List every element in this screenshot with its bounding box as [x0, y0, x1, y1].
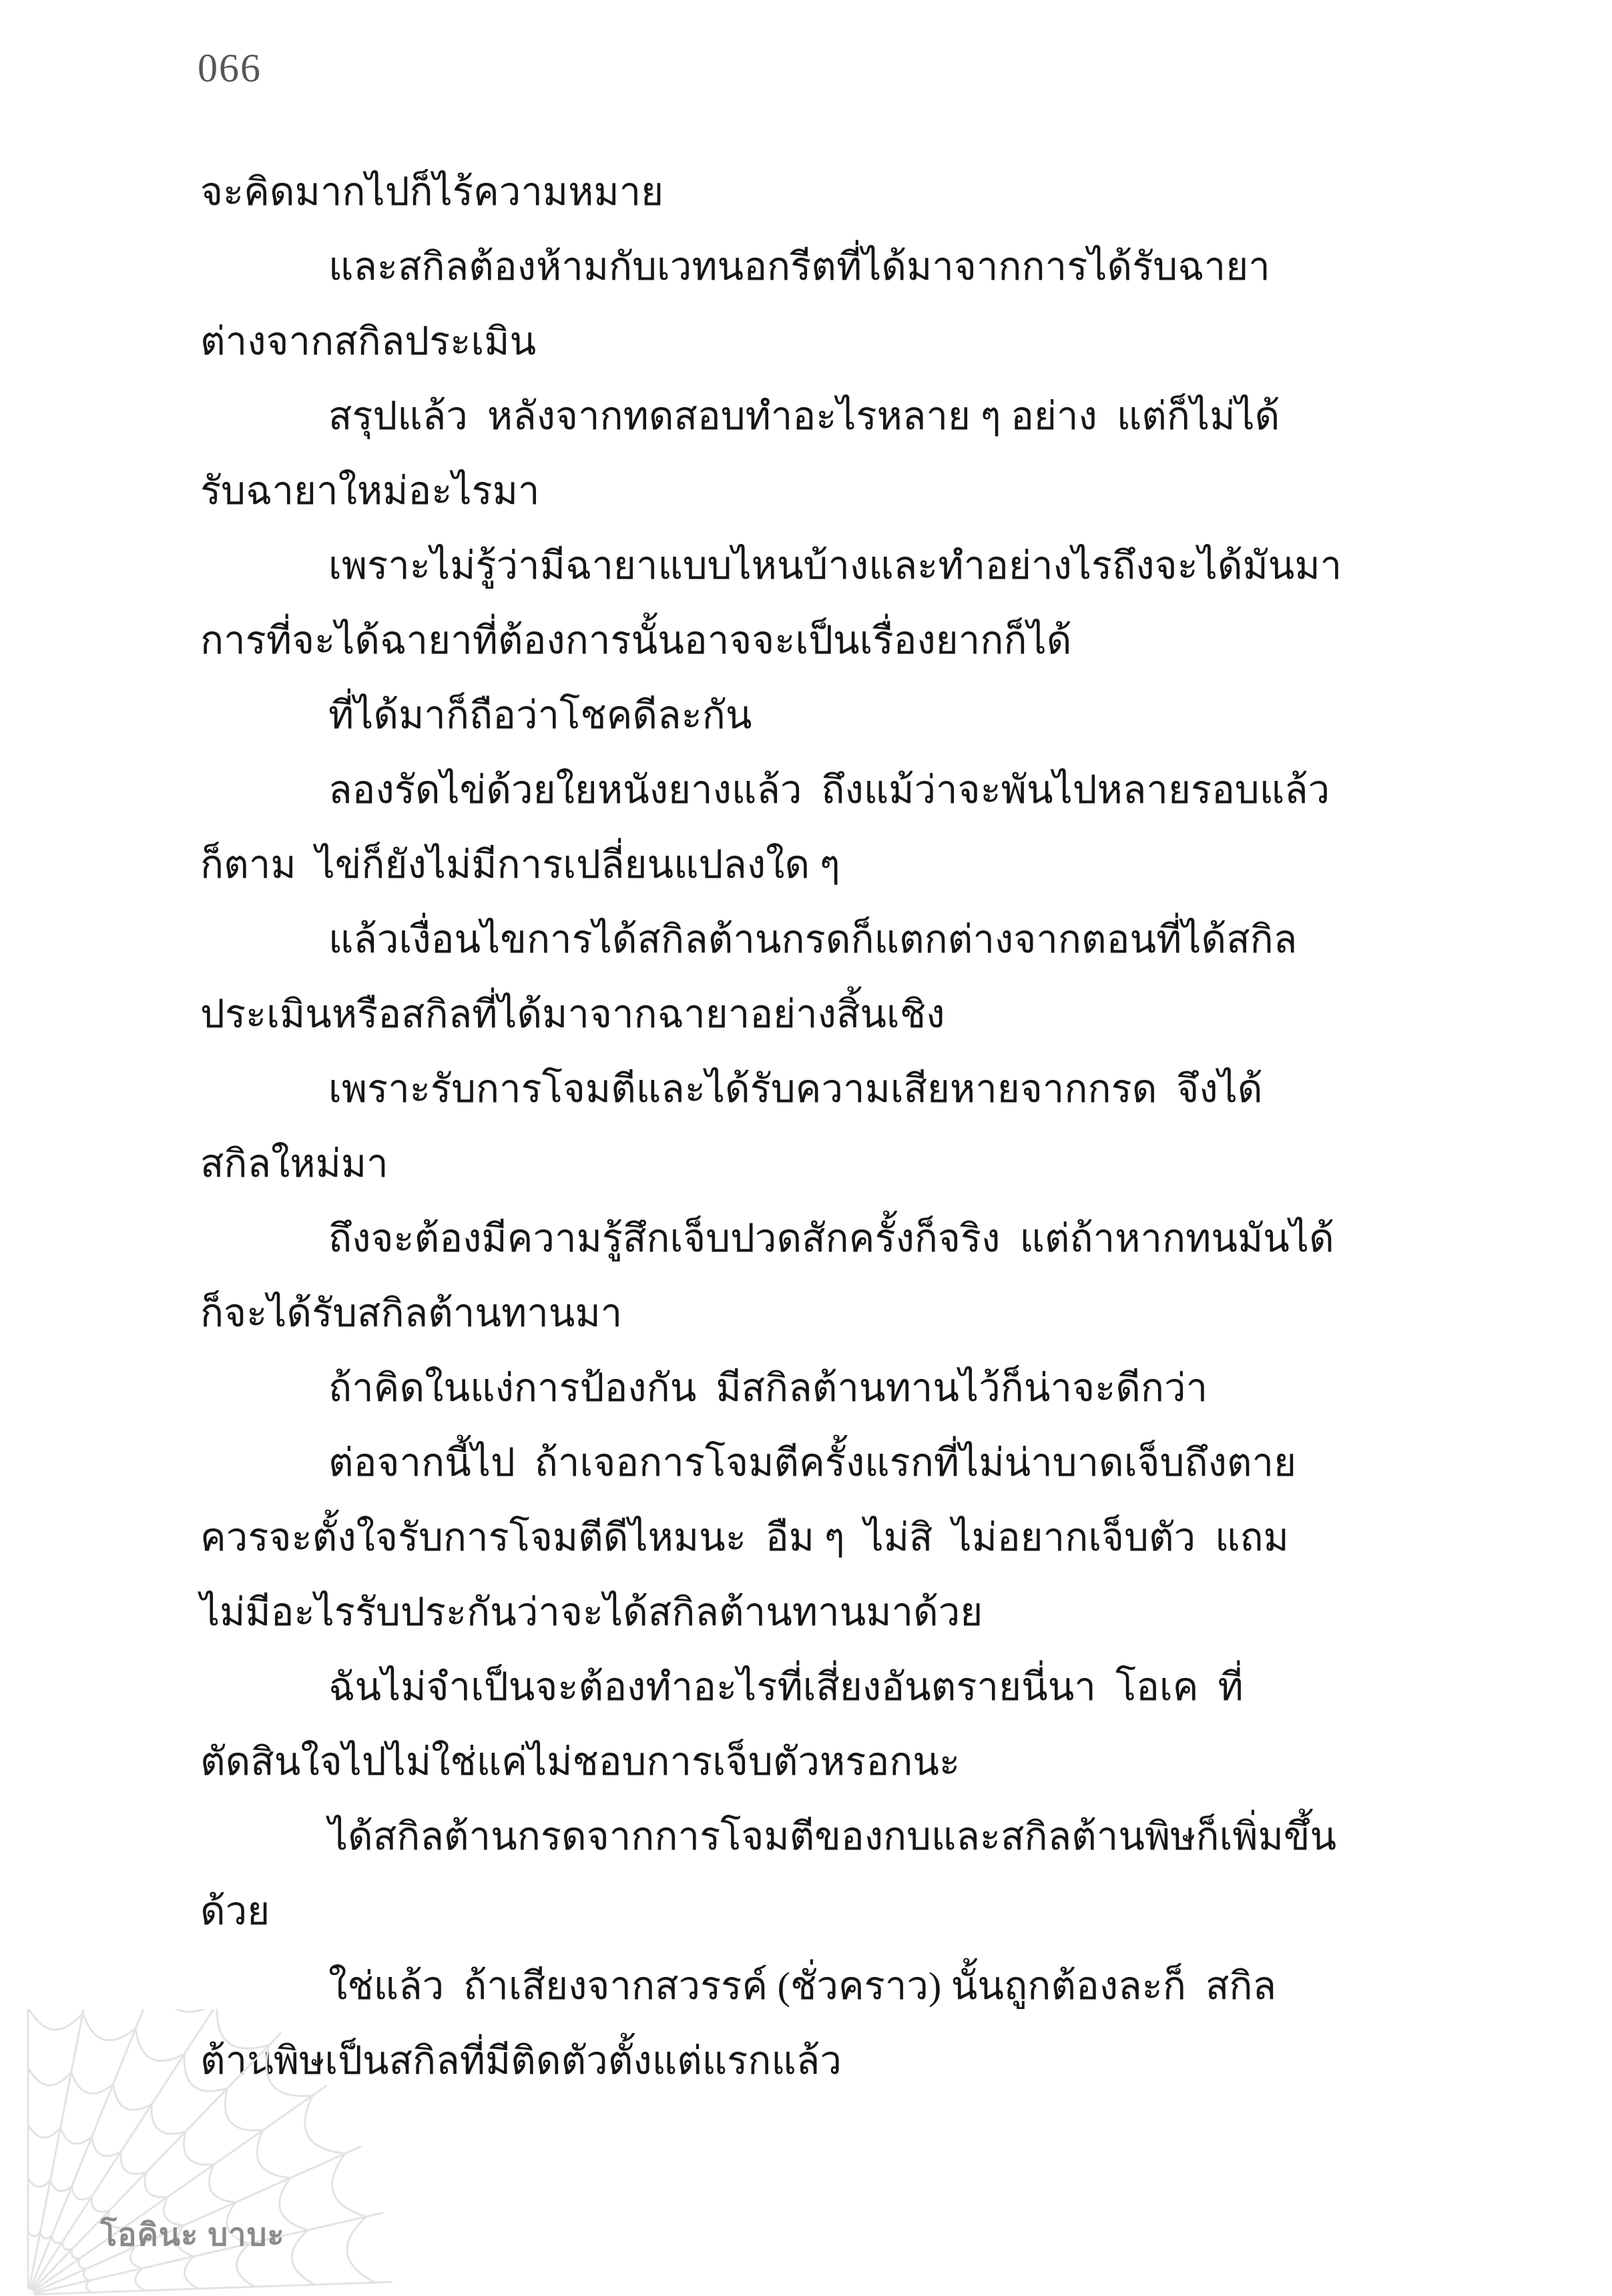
- text-line: แล้วเงื่อนไขการได้สกิลต้านกรดก็แตกต่างจากตอนที่ได้สกิล: [328, 918, 1298, 961]
- text-line: ถ้าคิดในแง่การป้องกัน มีสกิลต้านทานไว้ก็น่าจะดีกว่า: [328, 1366, 1208, 1410]
- text-line: ควรจะตั้งใจรับการโจมตีดีไหมนะ อืม ๆ ไม่สิ ไม่อยากเจ็บตัว แถม: [200, 1516, 1289, 1559]
- text-line: ก็ตาม ไข่ก็ยังไม่มีการเปลี่ยนแปลงใด ๆ: [200, 843, 840, 886]
- text-line: ไม่มีอะไรรับประกันว่าจะได้สกิลต้านทานมาด้วย: [200, 1591, 983, 1634]
- author-watermark: โอคินะ บาบะ: [100, 2217, 285, 2252]
- text-line: ถึงจะต้องมีความรู้สึกเจ็บปวดสักครั้งก็จริง แต่ถ้าหากทนมันได้: [328, 1217, 1334, 1260]
- text-line: ต้านพิษเป็นสกิลที่มีติดตัวตั้งแต่แรกแล้ว: [200, 2039, 842, 2082]
- text-line: เพราะไม่รู้ว่ามีฉายาแบบไหนบ้างและทำอย่างไรถึงจะได้มันมา: [328, 544, 1342, 587]
- text-line: สรุปแล้ว หลังจากทดสอบทำอะไรหลาย ๆ อย่าง แต่ก็ไม่ได้: [328, 394, 1280, 438]
- text-line: การที่จะได้ฉายาที่ต้องการนั้นอาจจะเป็นเรื่องยากก็ได้: [200, 619, 1072, 662]
- text-line: ที่ได้มาก็ถือว่าโชคดีละกัน: [328, 693, 752, 737]
- text-line: รับฉายาใหม่อะไรมา: [200, 469, 540, 513]
- text-line: ลองรัดไข่ด้วยใยหนังยางแล้ว ถึงแม้ว่าจะพันไปหลายรอบแล้ว: [328, 768, 1330, 812]
- text-line: ก็จะได้รับสกิลต้านทานมา: [200, 1292, 623, 1335]
- text-line: ใช่แล้ว ถ้าเสียงจากสวรรค์ (ชั่วคราว) นั้นถูกต้องละก็ สกิล: [328, 1964, 1277, 2008]
- page-number: 066: [198, 46, 262, 90]
- text-line: และสกิลต้องห้ามกับเวทนอกรีตที่ได้มาจากการได้รับฉายา: [328, 245, 1270, 288]
- text-line: ตัดสินใจไปไม่ใช่แค่ไม่ชอบการเจ็บตัวหรอกนะ: [200, 1740, 961, 1783]
- text-line: ต่อจากนี้ไป ถ้าเจอการโจมตีครั้งแรกที่ไม่น่าบาดเจ็บถึงตาย: [328, 1441, 1297, 1484]
- text-line: สกิลใหม่มา: [200, 1142, 388, 1185]
- text-line: จะคิดมากไปก็ไร้ความหมาย: [200, 170, 664, 214]
- text-line: ฉันไม่จำเป็นจะต้องทำอะไรที่เสี่ยงอันตรายนี่นา โอเค ที่: [328, 1665, 1244, 1709]
- text-line: ประเมินหรือสกิลที่ได้มาจากฉายาอย่างสิ้นเชิง: [200, 992, 945, 1036]
- text-line: เพราะรับการโจมตีและได้รับความเสียหายจากกรด จึงได้: [328, 1067, 1263, 1111]
- text-line: ได้สกิลต้านกรดจากการโจมตีของกบและสกิลต้านพิษก็เพิ่มขึ้น: [328, 1815, 1337, 1858]
- text-line: ด้วย: [200, 1890, 270, 1933]
- body-text: [200, 155, 1415, 2098]
- text-line: ต่างจากสกิลประเมิน: [200, 320, 537, 363]
